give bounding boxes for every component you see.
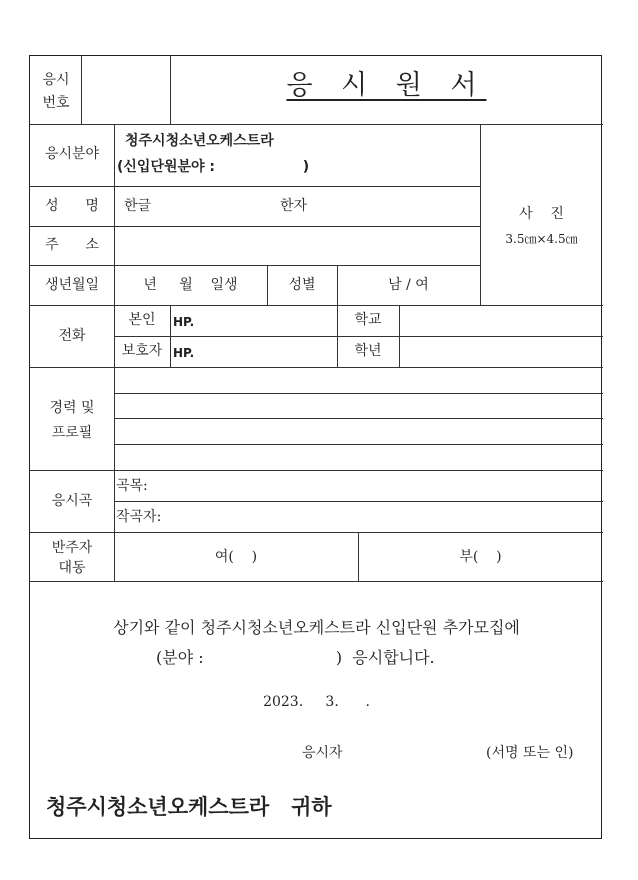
row-divider [30,532,603,533]
row-divider [114,336,603,337]
name-label: 성 명 [45,198,99,214]
page-title: 응 시 원 서 [286,70,487,101]
col-divider [170,305,171,367]
row-divider [30,186,480,187]
row-divider [30,124,603,125]
statement-line2: (분야 : ) 응시합니다. [156,648,435,667]
school-label: 학교 [354,312,382,328]
row-divider [114,418,603,419]
row-divider [30,265,480,266]
accompanist-no[interactable]: 부( ) [459,549,502,565]
gender-label: 성별 [288,277,316,293]
statement-date[interactable]: 2023. 3. . [263,694,370,710]
name-hanja-label[interactable]: 한자 [280,198,308,214]
phone-guardian-value[interactable]: HP. [173,346,195,360]
row-divider [30,470,603,471]
field-label: 응시분야 [44,146,100,162]
accompanist-yes[interactable]: 여( ) [214,549,258,565]
col-divider [399,305,400,367]
row-divider [114,501,603,502]
row-divider [30,305,603,306]
birth-label: 생년월일 [44,277,100,293]
accompanist-label: 반주자 대동 [51,540,93,576]
career-label: 경력 및 프로필 [49,400,95,441]
address-label: 주 소 [45,237,99,253]
row-divider [30,367,603,368]
row-divider [114,393,603,394]
row-divider [30,581,603,582]
grade-label: 학년 [354,343,382,359]
phone-label: 전화 [58,328,86,344]
name-hangul-label[interactable]: 한글 [124,198,152,214]
row-divider [114,444,603,445]
phone-self-label: 본인 [128,312,156,328]
piece-title-label[interactable]: 곡목: [116,478,148,494]
applicant-label: 응시자 [302,745,343,761]
application-form [29,55,602,839]
field-line1: 청주시청소년오케스트라 [125,133,274,149]
row-divider [30,226,480,227]
recipient: 청주시청소년오케스트라 귀하 [46,795,332,819]
statement-line1: 상기와 같이 청주시청소년오케스트라 신입단원 추가모집에 [113,618,520,637]
gender-value[interactable]: 남 / 여 [388,277,429,293]
exam-number-label: 응시 번호 [42,72,70,111]
piece-label: 응시곡 [51,493,93,509]
phone-guardian-label: 보호자 [121,343,163,359]
piece-composer-label[interactable]: 작곡자: [116,509,162,525]
photo-label: 사 진 [519,206,564,222]
address-field[interactable] [116,228,478,264]
col-divider [81,56,82,124]
photo-size: 3.5㎝×4.5㎝ [505,232,578,246]
birth-value[interactable]: 년 월 일생 [143,277,238,293]
field-line2: (신입단원분야 : ) [117,159,310,175]
phone-self-value[interactable]: HP. [173,315,195,329]
signature-hint[interactable]: (서명 또는 인) [486,745,574,761]
